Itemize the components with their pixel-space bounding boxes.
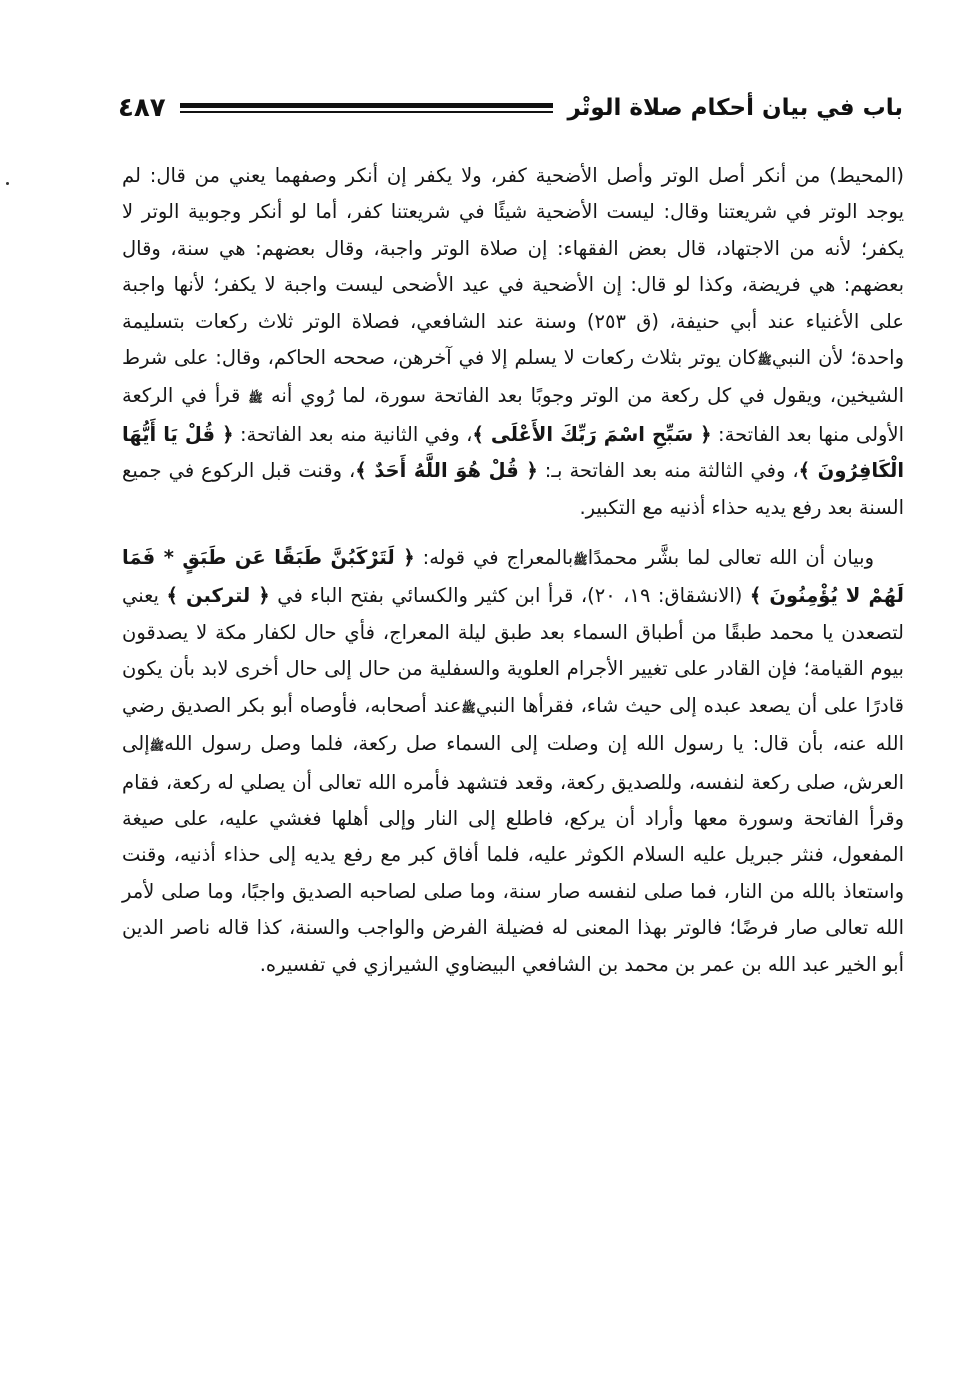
salawat-glyph: ﷺ [149, 739, 165, 754]
salawat-glyph: ﷺ [461, 700, 476, 715]
paragraph-gap [122, 526, 904, 540]
page-number: ٤٨٧ [118, 93, 166, 123]
text-run: كان يوتر بثلاث ركعات لا يسلم إلا في آخرهن، صححه الحاكم، وقال: على شرط الشيخين، ويقول في كل ركعة من الوتر وجوبًا بعد الفاتحة سورة، لما رُوي أنه [122, 346, 905, 408]
quran-verse: ﴿ قُلْ هُوَ اللَّهُ أَحَدٌ ﴾ [355, 459, 538, 483]
text-run: قرأ في الركعة الأولى منها بعد الفاتحة: [122, 384, 905, 446]
salawat-glyph: ﷺ [573, 553, 588, 568]
quran-verse: ﴿ قُلْ يَا أَيُّهَا الْكَافِرُونَ ﴾ [122, 422, 905, 483]
text-run: (المحيط) من أنكر أصل الوتر وأصل الأضحية كفر، ولا يكفر إن أنكر وصفهما يعني من قال: لم يوجد الوتر في شريعتنا وقال: ليست الأضحية شيئًا في شريعتنا كفر، أما لو أنكر وجوبية الوتر لا يكفر؛ لأنه من الاجتهاد، قال بعض الفقهاء: إن صلاة الوتر واجبة، وقال بعضهم: هي سنة، وقال بعضهم: هي فريضة، وكذا لو قال: إن الأضحية في عيد الأضحى ليست واجبة لا يكفر؛ لأنها واجبة على الأغنياء عند أبي حنيفة، (ق ٢٥٣) وسنة عند الشافعي، فصلاة الوتر ثلاث ركعات بتسليمة واحدة؛ لأن النبي [122, 164, 904, 370]
text-run: إلى العرش، صلى ركعة لنفسه، وللصديق ركعة، وقعد فتشهد فأمره الله تعالى أن يصلي له ركعة، فقام وقرأ الفاتحة وسورة معها وأراد أن يركع، فاطلع إلى النار وإلى أهلها فغشي عليه، على صيغة المفعول، فنثر جبريل عليه السلام الكوثر عليه، فلما أفاق كبر مع رفع يديه إلى حذاء أذنيه، وقنت واستعاذ بالله من النار، فما صلى لنفسه صار سنة، وما صلى لصاحبه الصديق واجبًا، وما صلى لأمر الله تعالى صار فرضًا؛ فالوتر بهذا المعنى له فضيلة الفرض والواجب والسنة، كذا قاله ناصر الدين أبو الخير عبد الله بن عمر بن محمد بن الشافعي البيضاوي الشيرازي في تفسيره. [122, 732, 904, 976]
text-run: وبيان أن الله تعالى لما بشَّر محمدًا [587, 546, 875, 570]
salawat-glyph: ﷺ [757, 353, 772, 368]
quran-verse: ﴿ سَبِّحِ اسْمَ رَبِّكَ الأَعْلَى ﴾ [472, 422, 712, 446]
scan-speck [6, 182, 9, 185]
text-run: عند أصحابه، فأوصاه أبو بكر الصديق رضي الله عنه، بأن قال: يا رسول الله إن وصلت إلى السماء صل ركعة، فلما وصل رسول الله [122, 693, 904, 756]
running-header [118, 88, 903, 128]
quran-verse: ﴿ لتركبن ﴾ [166, 584, 270, 608]
text-run: بالمعراج في قوله: [422, 546, 574, 570]
text-run: ، وفي الثالثة منه بعد الفاتحة بـ: [544, 459, 799, 483]
header-rule [180, 103, 554, 113]
chapter-title: باب في بيان أحكام صلاة الوتْر [567, 95, 903, 121]
quran-verse: ﴿ لَتَرْكَبُنَّ طَبَقًا عَن طَبَقٍ * فَمَا لَهُمْ لا يُؤْمِنُونَ ﴾ [122, 546, 904, 608]
text-run: يعني لتصعدن يا محمد طبقًا من أطباق السماء بعد طبق ليلة المعراج، فأي حال لكفار مكة لا يصدقون بيوم القيامة؛ فإن القادر على تغيير الأجرام العلوية والسفلية من حال إلى حال أخرى لابد بأن يكون قادرًا على أن يصعد عبده إلى حيث شاء، فقرأها النبي [122, 584, 904, 717]
paragraph-witr-ruling [122, 158, 904, 526]
salawat-glyph: ﷺ [248, 391, 263, 406]
text-run: ، وفي الثانية منه بعد الفاتحة: [239, 422, 473, 446]
text-run: (الانشقاق: ١٩، ٢٠)، قرأ ابن كثير والكسائي بفتح الباء في [277, 584, 743, 608]
text-run: ، وقنت قبل الركوع في جميع السنة بعد رفع يديه حذاء أذنيه مع التكبير. [122, 459, 904, 519]
paragraph-miraj [122, 540, 904, 983]
main-text [122, 158, 904, 983]
